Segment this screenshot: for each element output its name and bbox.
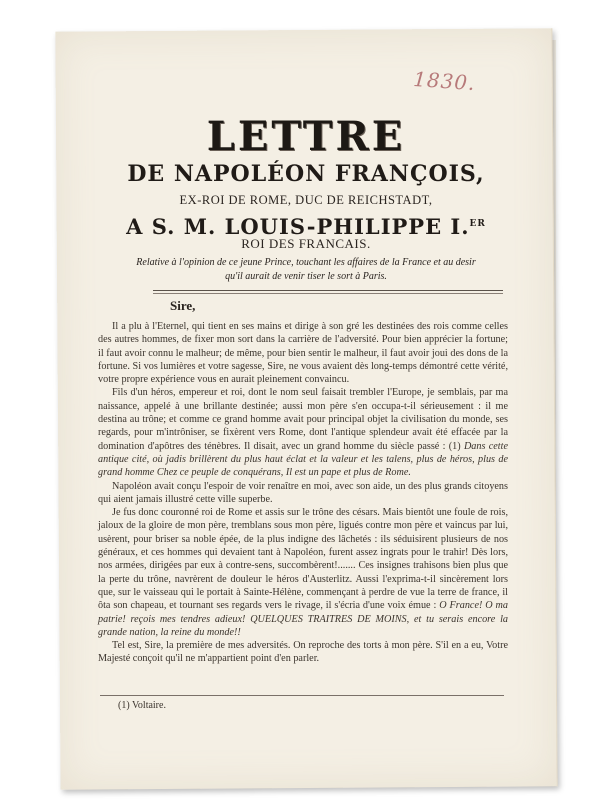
recipient-title: ROI DES FRANCAIS. xyxy=(241,236,371,251)
document-title: LETTRE xyxy=(206,113,406,160)
quotation: Dans cette antique cité, où jadis brillèrent du plus haut éclat et la valeur et les talens, plus de héros, plus de grand homme Chez ce peuple de conquérans, Il est un pape et plus de Rome. xyxy=(98,440,508,479)
paragraph: Tel est, Sire, la première de mes adversités. On reproche des torts à mon père. S'il en a eu, Votre Majesté conçoit qu'il ne m'appartient point d'en parler. xyxy=(98,640,508,665)
recipient-sup: ER xyxy=(469,219,486,229)
paragraph: Napoléon avait conçu l'espoir de voir renaître en moi, avec son aide, un des plus grands citoyens qui aient jamais illustré cette ville superbe. xyxy=(98,480,508,505)
quotation: et tu serais encore la grande nation, la reine du monde!! xyxy=(98,613,509,638)
header-rule-thin xyxy=(153,293,503,294)
quotation: O France! O ma patrie! reçois mes tendres adieux! xyxy=(98,600,509,625)
footnote-rule xyxy=(100,695,504,696)
handwritten-year: 1830. xyxy=(412,66,477,96)
salutation: Sire, xyxy=(170,298,196,313)
paragraph-text: Je fus donc couronné roi de Rome et assis sur le trône des césars. Mais bientôt une foule de rois, jaloux de la gloire de mon père, tremblans sous mon père, ligués contre mon père et vaincus par lui, usèrent, pour briser sa noble épée, de la plus indigne des lâchetés : ils séduisirent plusieurs de nos généraux, et ces hommes qui devaient tant à Napoléon, furent assez ingrats pour le trahir! Dès lors, nos armées, dirigées par eux à contre-sens, succombèrent!....... Ces insignes trahisons bien plus que la perte du trône, navrèrent de douleur le héros d'Austerlitz. Aussi l'exprima-t-il sincèrement lors que, sur le vaisseau qui le portait à Sainte-Hélène, commençant à perdre de vue la terre de france, il ôta son chapeau, et tournant ses regards vers le rivage, il s'écria d'une voix émue : xyxy=(98,507,508,612)
paragraph xyxy=(98,386,508,479)
paragraph xyxy=(98,506,508,639)
header-rule xyxy=(153,290,503,291)
emphasis: QUELQUES TRAITRES DE MOINS, xyxy=(250,613,410,625)
recipient-name: A S. M. LOUIS-PHILIPPE I. xyxy=(126,214,470,239)
document-subtitle: Relative à l'opinion de ce jeune Prince, touchant les affaires de la France et au desir qu'il aurait de venir tiser le sort à Paris. xyxy=(136,257,476,282)
author-titles: EX-ROI DE ROME, DUC DE REICHSTADT, xyxy=(179,193,433,207)
footnote: (1) Voltaire. xyxy=(118,700,166,711)
letter-body xyxy=(98,320,508,666)
paragraph-text: Fils d'un héros, empereur et roi, dont le nom seul faisait trembler l'Europe, je semblais, par ma naissance, appelé à une brillante destinée; aussi mon père s'en occupa-t-il sérieusement : il me destina au trône; et comme ce grand homme avait pour principal objet la civilisation du monde, ses regards, pour m'intrôniser, se fixèrent vers Rome, dont l'antique splendeur avait été effacée par la domination d'apôtres des ténèbres. Il disait, avec un grand homme du siècle passé : (1) xyxy=(98,387,508,452)
author-line: DE NAPOLÉON FRANÇOIS, xyxy=(127,161,485,187)
paragraph: Il a plu à l'Eternel, qui tient en ses mains et dirige à son gré les destinées des rois comme celles des autres hommes, de fixer mon sort dans la carrière de l'adversité. Pour bien apprécier la fortune; il faut avoir connu le malheur; de même, pour bien sentir le malheur, il faut avoir joui des dons de la fortune. Si vos lumières et votre sagesse, Sire, ne vous avaient dès long-temps démontré cette vérité, votre propre expérience vous en aurait pleinement convaincu. xyxy=(98,321,508,386)
